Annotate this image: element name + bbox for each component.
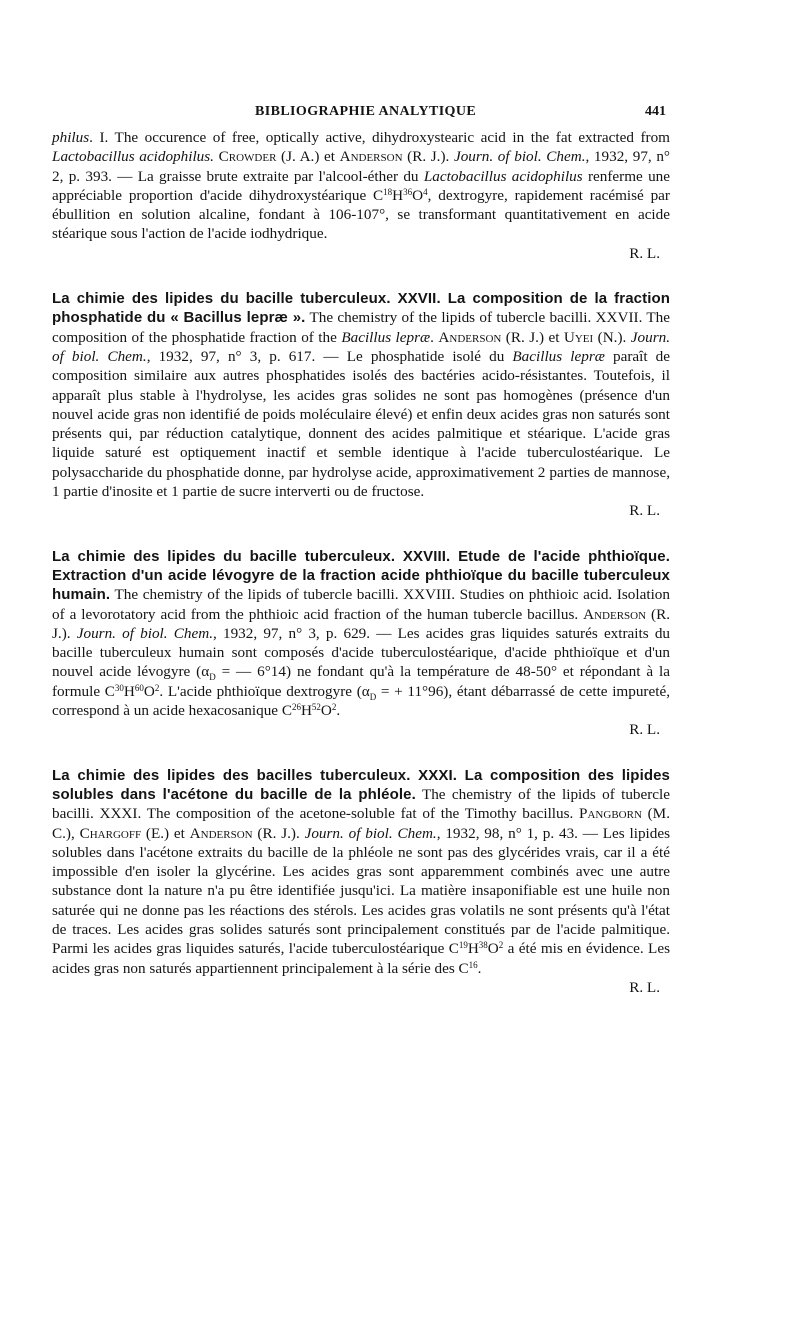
formula-superscript: 26 [291, 702, 301, 713]
formula-superscript: 2 [154, 682, 160, 693]
journal-name: Journ. of biol. Chem. [76, 624, 213, 642]
abstract-entry-1 [52, 100, 670, 263]
text-fragment: = + 11°96), étant débarrassé de cette impureté, correspond à un acide hexacosanique C [52, 682, 670, 720]
signature: R. L. [629, 721, 660, 739]
text-fragment: O [143, 682, 155, 700]
abstract-entry-3 [52, 547, 670, 740]
text-fragment: O [320, 702, 332, 720]
text-fragment: Bacillus lepræ [512, 347, 605, 365]
text-fragment: H [467, 940, 479, 958]
text-fragment: The chemistry of the lipids of tubercle bacilli. XXXI. The composition of the acetone-soluble fat of the Timothy bacillus. [52, 785, 671, 823]
text-fragment: (J. A.) et [276, 148, 340, 166]
journal-name: Journ. of biol. Chem. [453, 148, 586, 166]
text-fragment: Lactobacillus acidophilus. [52, 148, 214, 166]
page-number: 441 [645, 104, 666, 119]
text-fragment: Lactobacillus acidophilus [423, 167, 583, 185]
text-fragment: (R. J.). [52, 605, 671, 642]
text-fragment: O [487, 940, 499, 958]
running-head: BIBLIOGRAPHIE ANALYTIQUE [255, 104, 477, 119]
entry-title: La chimie des lipides du bacille tuberculeux. XXVII. La composition de la fraction phosphatide du « Bacillus lepræ ». [52, 290, 670, 327]
journal-name: Journ. of biol. Chem. [304, 824, 437, 842]
formula-superscript: 2 [498, 940, 504, 951]
author-name: Chargoff [79, 824, 142, 842]
text-fragment: , 1932, 97, n° 2, p. 393. — La graisse brute extraite par l'alcool-éther du [52, 148, 671, 185]
text-fragment: a été mis en évidence. Les acides gras non saturés appartiennent principalement à la série des C [52, 940, 670, 977]
author-name: Pangborn [579, 805, 642, 823]
text-fragment: (M. C.), [52, 805, 670, 842]
text-fragment: . [336, 702, 341, 720]
page-body [52, 100, 670, 997]
journal-name: Journ. of biol. Chem. [52, 328, 671, 365]
text-fragment: H [123, 682, 135, 700]
text-fragment: = — 6°14) ne fondant qu'à la température de 48-50° et répondant à la formule C [52, 663, 670, 700]
formula-superscript: 18 [383, 186, 393, 197]
text-fragment: , 1932, 98, n° 1, p. 43. — Les lipides solubles dans l'acétone extraits du bacille de la phléole ne sont pas des glycérides vrais, car il a été impossible d'en isoler la glycérine. Les acides gras sont apparemment combinés avec une autre substance dont la nature n'a pu être identifiée jusqu'ici. La matière insaponifiable est une huile non saturée qui ne donne pas les réactions des stérols. Les acides gras volatils ne sont présents qu'à l'état de traces. Les acides gras solides saturés sont principalement constitués par de l'acide palmitique. Parmi les acides gras liquides saturés, l'acide tuberculostéarique C [52, 824, 671, 958]
text-fragment: paraît de composition similaire aux autres phosphatides isolés des bactéries acido-résistantes. Toutefois, il apparaît plus stable à l'hydrolyse, les acides gras solides ne sont pas homogènes (présence d'un nouvel acide gras non identifié de poids moléculaire élevé) et enfin deux acides gras non saturés sont présents qui, par réduction catalytique, donnent des acides palmitique et stéarique. L'acide gras liquide saturé est optiquement inactif et semble identique à l'acide tuberculostéarique. Le polysaccharide du phosphatide donne, par hydrolyse acide, approximativement 2 parties de mannose, 1 partie d'inosite et 1 partie de sucre interverti ou de fructose. [52, 347, 671, 501]
author-name: Uyei [563, 328, 594, 346]
text-fragment: , dextrogyre, rapidement racémisé par ébullition en solution alcaline, fondant à 106-107°, se transformant quantitativement en acide stéarique sous l'action de l'acide iodhydrique. [52, 186, 670, 243]
text-fragment: philus [52, 129, 90, 146]
formula-subscript: D [369, 691, 377, 702]
formula-superscript: 19 [458, 940, 468, 951]
formula-superscript: 38 [478, 940, 488, 951]
formula-subscript: D [209, 672, 216, 683]
text-fragment: , 1932, 97, n° 3, p. 617. — Le phosphatide isolé du [146, 347, 513, 365]
text-fragment: The chemistry of the lipids of tubercle bacilli. XXVII. The composition of the phosphatide fraction of the [52, 309, 671, 346]
author-name: Anderson [189, 824, 253, 842]
signature: R. L. [629, 502, 660, 520]
text-fragment: The chemistry of the lipids of tubercle bacilli. XXVIII. Studies on phthioic acid. Isolation of a levorotatory acid from the phthioic acid fraction of the human tubercle bacillus. [52, 586, 670, 623]
text-fragment: . [477, 959, 482, 977]
author-name: Anderson [438, 328, 502, 346]
formula-superscript: 36 [403, 186, 413, 197]
text-fragment: . I. The occurence of free, optically active, dihydroxystearic acid in the fat extracted from [89, 129, 670, 146]
text-fragment: Bacillus lepræ [341, 328, 431, 346]
formula-superscript: 52 [311, 702, 321, 713]
entry-title: La chimie des lipides des bacilles tuberculeux. XXXI. La composition des lipides solubles dans l'acétone du bacille de la phléole. [52, 766, 670, 803]
text-fragment: (E.) et [141, 824, 190, 842]
text-fragment: (R. J.). [252, 824, 305, 842]
author-name: Anderson [583, 605, 647, 623]
text-fragment: (R. J.). [402, 148, 454, 166]
text-fragment: , 1932, 97, n° 3, p. 629. — Les acides gras liquides saturés extraits du bacille tuberculeux humain sont composés d'acide tuberculostéarique, d'acide phthioïque et d'un nouvel acide lévogyre (α [52, 624, 671, 681]
text-fragment: (N.). [593, 328, 631, 346]
formula-superscript: 16 [468, 959, 478, 970]
formula-superscript: 2 [331, 702, 337, 713]
signature: R. L. [629, 978, 660, 996]
formula-superscript: 4 [423, 186, 428, 197]
formula-superscript: 30 [114, 682, 124, 693]
author-name: Crowder [218, 148, 277, 166]
abstract-entry-2 [52, 289, 670, 521]
text-fragment: H [300, 702, 312, 720]
author-name: Anderson [339, 148, 403, 166]
text-fragment: . L'acide phthioïque dextrogyre (α [159, 682, 370, 700]
text-fragment: renferme une appréciable proportion d'acide dihydroxystéarique C [52, 167, 670, 204]
signature: R. L. [629, 244, 660, 262]
text-fragment: (R. J.) et [501, 328, 564, 346]
text-fragment: O [412, 186, 424, 204]
abstract-entry-4 [52, 766, 670, 998]
formula-superscript: 60 [134, 682, 144, 693]
entry-title: La chimie des lipides du bacille tuberculeux. XXVIII. Etude de l'acide phthioïque. Extraction d'un acide lévogyre de la fraction acide phthioïque du bacille tuberculeux humain. [52, 547, 670, 604]
text-fragment: H [392, 186, 404, 204]
text-fragment: . [430, 328, 439, 346]
